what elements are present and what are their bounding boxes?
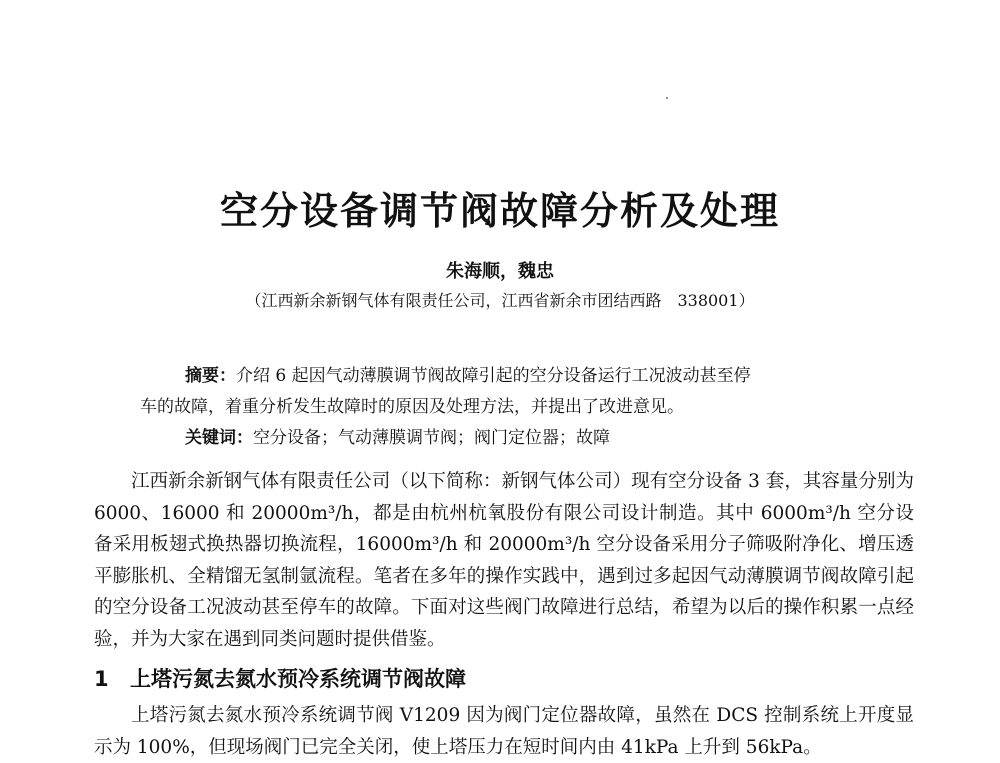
abstract-label: 摘要： bbox=[185, 366, 236, 386]
scan-speck bbox=[666, 97, 668, 99]
section-1-title: 上塔污氮去氮水预冷系统调节阀故障 bbox=[130, 667, 466, 691]
intro-paragraph: 江西新余新钢气体有限责任公司（以下简称：新钢气体公司）现有空分设备 3 套，其容量分别为 6000、16000 和 20000m³/h，都是由杭州杭氧股份有限公司设计制造。其中 6000m³/h 空分设备采用板翅式换热器切换流程，16000m³/h 和 20000m³/h 空分设备采用分子筛吸附净化、增压透平膨胀机、全精馏无氢制氩流程。笔者在多年的操作实践中，遇到过多起因气动薄膜调节阀故障引起的空分设备工况波动甚至停车的故障。下面对这些阀门故障进行总结，希望为以后的操作积累一点经验，并为大家在遇到同类问题时提供借鉴。 bbox=[94, 471, 914, 650]
section-1-number: 1 bbox=[94, 667, 109, 691]
abstract-text-1: 介绍 6 起因气动薄膜调节阀故障引起的空分设备运行工况波动甚至停 bbox=[236, 366, 751, 386]
section-1-paragraph: 上塔污氮去氮水预冷系统调节阀 V1209 因为阀门定位器故障，虽然在 DCS 控制系统上开度显示为 100%，但现场阀门已完全关闭，使上塔压力在短时间内由 41kPa 上升到 56kPa。 bbox=[94, 705, 914, 758]
abstract-line-1 bbox=[140, 361, 860, 392]
paper-title: 空分设备调节阀故障分析及处理 bbox=[219, 188, 780, 233]
keywords-label: 关键词： bbox=[185, 428, 253, 448]
abstract-line-2: 车的故障，着重分析发生故障时的原因及处理方法，并提出了改进意见。 bbox=[140, 397, 684, 417]
abstract bbox=[140, 361, 860, 423]
section-1-heading bbox=[94, 664, 914, 694]
authors: 朱海顺，魏忠 bbox=[446, 261, 554, 282]
affiliation: （江西新余新钢气体有限责任公司，江西省新余市团结西路 338001） bbox=[245, 291, 755, 310]
keywords-text: 空分设备；气动薄膜调节阀；阀门定位器；故障 bbox=[253, 428, 610, 448]
keywords bbox=[185, 423, 885, 454]
